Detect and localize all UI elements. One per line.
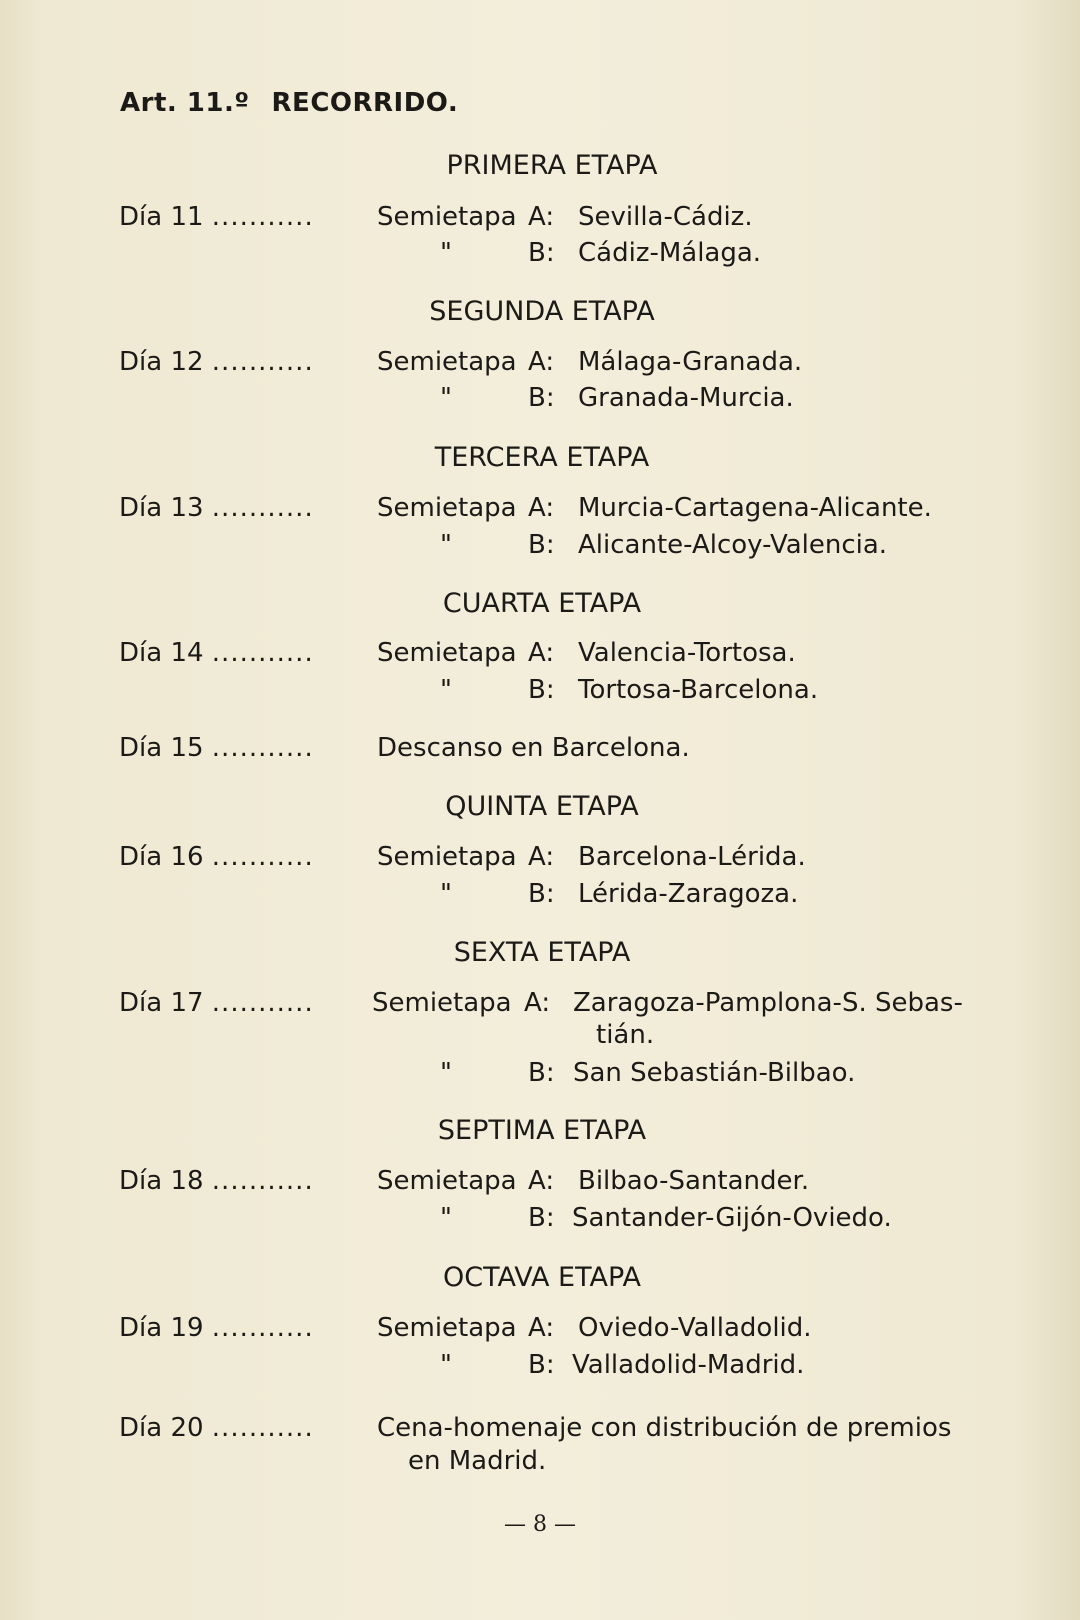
stage-title: SEXTA ETAPA bbox=[453, 937, 631, 968]
semietapa-label: Semietapa bbox=[377, 493, 517, 523]
segment-b-route: Cádiz-Málaga. bbox=[578, 238, 762, 268]
final-day-text: Cena-homenaje con distribución de premios bbox=[377, 1413, 952, 1443]
segment-a-route: Barcelona-Lérida. bbox=[578, 842, 806, 872]
segment-b-label: B: bbox=[528, 1058, 555, 1088]
segment-a-label: A: bbox=[528, 842, 555, 872]
segment-b-label: B: bbox=[528, 530, 555, 560]
stage-title: TERCERA ETAPA bbox=[434, 442, 650, 473]
segment-a-route-continued: tián. bbox=[596, 1020, 655, 1050]
day-label: Día 19 ........... bbox=[119, 1313, 314, 1343]
day-label: Día 20 ........... bbox=[119, 1413, 314, 1443]
semietapa-label: Semietapa bbox=[377, 202, 517, 232]
segment-a-label: A: bbox=[528, 1313, 555, 1343]
semietapa-label: Semietapa bbox=[377, 842, 517, 872]
segment-b-route: San Sebastián-Bilbao. bbox=[573, 1058, 856, 1088]
semietapa-label: Semietapa bbox=[377, 1313, 517, 1343]
segment-b-label: B: bbox=[528, 675, 555, 705]
segment-b-label: B: bbox=[528, 1350, 555, 1380]
day-label: Día 18 ........... bbox=[119, 1166, 314, 1196]
semietapa-label: Semietapa bbox=[377, 638, 517, 668]
ditto-mark: " bbox=[440, 530, 452, 560]
stage-title: SEPTIMA ETAPA bbox=[437, 1115, 647, 1146]
segment-a-route: Sevilla-Cádiz. bbox=[578, 202, 753, 232]
ditto-mark: " bbox=[440, 1203, 452, 1233]
semietapa-label: Semietapa bbox=[372, 988, 512, 1018]
stage-title: OCTAVA ETAPA bbox=[443, 1262, 641, 1293]
day-label: Día 16 ........... bbox=[119, 842, 314, 872]
ditto-mark: " bbox=[440, 238, 452, 268]
day-label: Día 11 ........... bbox=[119, 202, 314, 232]
segment-b-route: Tortosa-Barcelona. bbox=[578, 675, 819, 705]
segment-b-route: Granada-Murcia. bbox=[578, 383, 794, 413]
segment-a-label: A: bbox=[528, 638, 555, 668]
segment-a-route: Málaga-Granada. bbox=[578, 347, 803, 377]
article-heading bbox=[120, 88, 458, 118]
segment-a-label: A: bbox=[528, 1166, 555, 1196]
segment-b-label: B: bbox=[528, 383, 555, 413]
final-day-text-continued: en Madrid. bbox=[408, 1446, 547, 1476]
stage-title: PRIMERA ETAPA bbox=[446, 150, 658, 181]
segment-b-route: Valladolid-Madrid. bbox=[572, 1350, 805, 1380]
semietapa-label: Semietapa bbox=[377, 347, 517, 377]
segment-a-route: Zaragoza-Pamplona-S. Sebas- bbox=[573, 988, 963, 1018]
segment-a-label: A: bbox=[524, 988, 551, 1018]
segment-a-label: A: bbox=[528, 202, 555, 232]
segment-b-route: Alicante-Alcoy-Valencia. bbox=[578, 530, 888, 560]
ditto-mark: " bbox=[440, 383, 452, 413]
ditto-mark: " bbox=[440, 1350, 452, 1380]
stage-title: SEGUNDA ETAPA bbox=[429, 296, 655, 327]
day-label: Día 13 ........... bbox=[119, 493, 314, 523]
ditto-mark: " bbox=[440, 675, 452, 705]
segment-b-route: Lérida-Zaragoza. bbox=[578, 879, 799, 909]
ditto-mark: " bbox=[440, 1058, 452, 1088]
stage-title: QUINTA ETAPA bbox=[445, 791, 639, 822]
page-number: — 8 — bbox=[504, 1512, 576, 1537]
segment-b-label: B: bbox=[528, 879, 555, 909]
segment-a-route: Murcia-Cartagena-Alicante. bbox=[578, 493, 932, 523]
day-label: Día 12 ........... bbox=[119, 347, 314, 377]
rest-day-text: Descanso en Barcelona. bbox=[377, 733, 690, 763]
segment-b-label: B: bbox=[528, 238, 555, 268]
semietapa-label: Semietapa bbox=[377, 1166, 517, 1196]
day-label: Día 17 ........... bbox=[119, 988, 314, 1018]
day-label: Día 15 ........... bbox=[119, 733, 314, 763]
day-label: Día 14 ........... bbox=[119, 638, 314, 668]
stage-title: CUARTA ETAPA bbox=[442, 588, 642, 619]
segment-a-label: A: bbox=[528, 347, 555, 377]
ditto-mark: " bbox=[440, 879, 452, 909]
segment-a-route: Oviedo-Valladolid. bbox=[578, 1313, 812, 1343]
article-title: RECORRIDO. bbox=[271, 88, 459, 118]
segment-a-label: A: bbox=[528, 493, 555, 523]
article-number: Art. 11.º bbox=[120, 88, 250, 118]
segment-a-route: Bilbao-Santander. bbox=[578, 1166, 810, 1196]
segment-b-label: B: bbox=[528, 1203, 555, 1233]
segment-b-route: Santander-Gijón-Oviedo. bbox=[572, 1203, 892, 1233]
segment-a-route: Valencia-Tortosa. bbox=[578, 638, 796, 668]
